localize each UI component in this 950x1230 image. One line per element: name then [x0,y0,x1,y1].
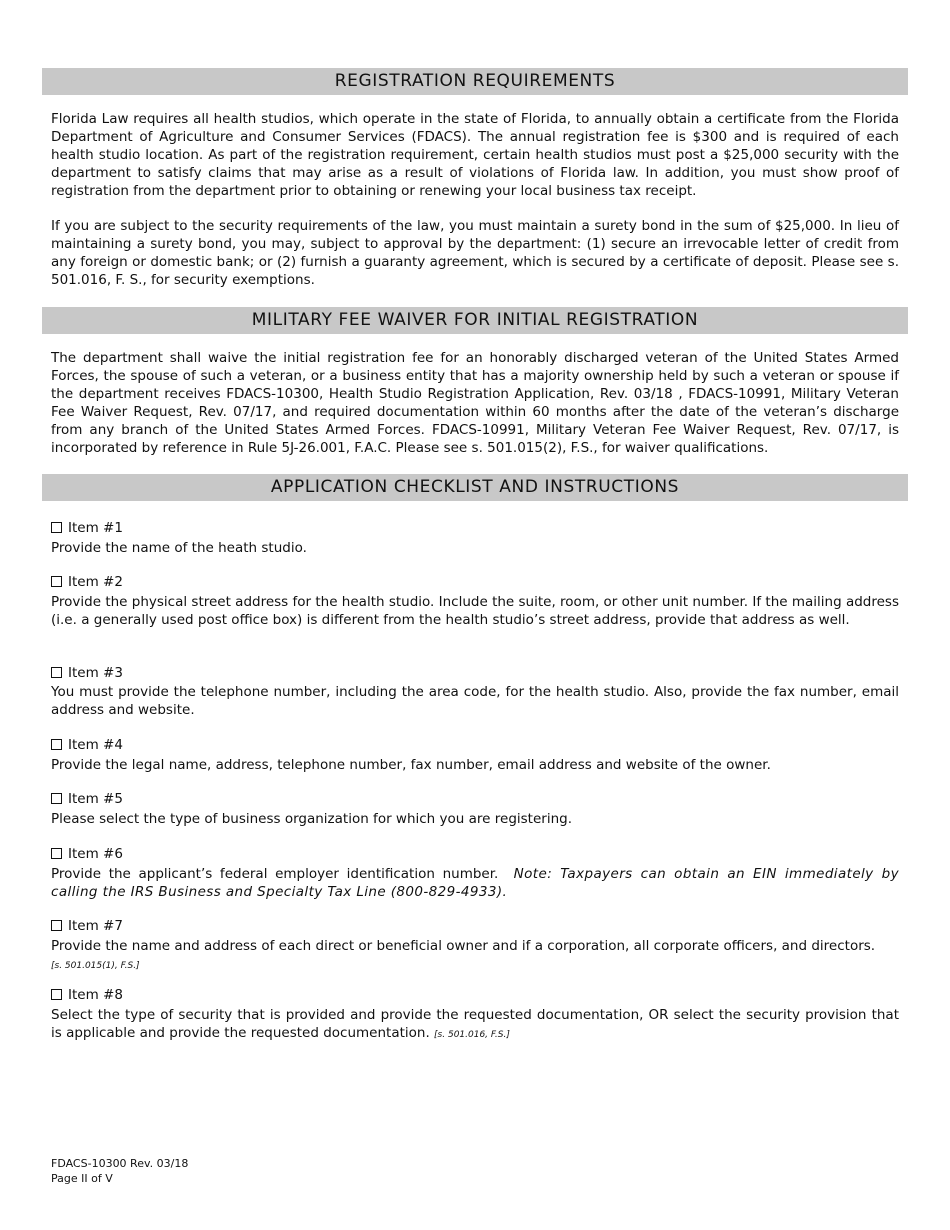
item-7-text [51,937,899,975]
item-4-text: Provide the legal name, address, telephone number, fax number, email address and website of the owner. [51,757,771,773]
footer-page-number: Page II of V [51,1172,113,1185]
item-6-main: Provide the applicant’s federal employer identification number. [51,866,499,882]
item-8-main: Select the type of security that is provided and provide the requested documentation, OR select the security provision that is applicable and provide the requested documentation. [51,1007,899,1041]
checkbox-icon[interactable] [51,522,62,533]
checkbox-icon[interactable] [51,989,62,1000]
item-label: Item #3 [68,665,123,681]
item-1-text: Provide the name of the heath studio. [51,540,307,556]
checkbox-icon[interactable] [51,848,62,859]
item-label: Item #1 [68,520,123,536]
item-7-main: Provide the name and address of each direct or beneficial owner and if a corporation, all corporate officers, and directors. [51,938,876,954]
registration-paragraph-1: Florida Law requires all health studios, which operate in the state of Florida, to annually obtain a certificate from the Florida Department of Agriculture and Consumer Services (FDACS). The annual registration fee is $300 and is required of each health studio location. As part of the registration requirement, certain health studios must post a $25,000 security with the department to satisfy claims that may arise as a result of violations of Florida law. In addition, you must show proof of registration from the department prior to obtaining or renewing your local business tax receipt. [51,111,899,199]
item-5-text: Please select the type of business organization for which you are registering. [51,811,572,827]
item-label: Item #7 [68,918,123,934]
section-header-checklist: APPLICATION CHECKLIST AND INSTRUCTIONS [42,474,908,501]
footer-form-id: FDACS-10300 Rev. 03/18 [51,1157,189,1170]
item-6-text [51,865,899,901]
checklist-item-7-header [51,917,123,935]
item-label: Item #2 [68,574,123,590]
section-header-military: MILITARY FEE WAIVER FOR INITIAL REGISTRATION [42,307,908,334]
item-8-text [51,1006,899,1044]
item-label: Item #8 [68,987,123,1003]
checklist-item-4-header [51,736,123,754]
item-3-text: You must provide the telephone number, including the area code, for the health studio. Also, provide the fax number, email address and website. [51,684,899,718]
checklist-item-1-header [51,519,123,537]
checklist-item-2-header [51,573,123,591]
checkbox-icon[interactable] [51,793,62,804]
item-2-text: Provide the physical street address for the health studio. Include the suite, room, or other unit number. If the mailing address (i.e. a generally used post office box) is different from the health studio’s street address, provide that address as well. [51,594,899,628]
checkbox-icon[interactable] [51,576,62,587]
item-label: Item #5 [68,791,123,807]
checklist-item-5-header [51,790,123,808]
military-paragraph: The department shall waive the initial registration fee for an honorably discharged veteran of the United States Armed Forces, the spouse of such a veteran, or a business entity that has a majority ownership held by such a veteran or spouse if the department receives FDACS-10300, Health Studio Registration Application, Rev. 03/18 , FDACS-10991, Military Veteran Fee Waiver Request, Rev. 07/17, and required documentation within 60 months after the date of the veteran’s discharge from any branch of the United States Armed Forces. FDACS-10991, Military Veteran Fee Waiver Request, Rev. 07/17, is incorporated by reference in Rule 5J-26.001, F.A.C. Please see s. 501.015(2), F.S., for waiver qualifications. [51,350,899,456]
registration-paragraph-2: If you are subject to the security requirements of the law, you must maintain a surety bond in the sum of $25,000. In lieu of maintaining a surety bond, you may, subject to approval by the department: (1) secure an irrevocable letter of credit from any foreign or domestic bank; or (2) furnish a guaranty agreement, which is secured by a certificate of deposit. Please see s. 501.016, F. S., for security exemptions. [51,218,899,288]
checklist-item-8-header [51,986,123,1004]
statute-citation: [s. 501.015(1), F.S.] [51,961,140,971]
ein-note: Note: Taxpayers can obtain an EIN immediately by calling the IRS Business and Specialty Tax Line (800-829-4933). [51,866,899,900]
checkbox-icon[interactable] [51,667,62,678]
item-label: Item #4 [68,737,123,753]
checklist-item-6-header [51,845,123,863]
section-header-registration: REGISTRATION REQUIREMENTS [42,68,908,95]
item-label: Item #6 [68,846,123,862]
checkbox-icon[interactable] [51,739,62,750]
statute-citation: [s. 501.016, F.S.] [434,1030,510,1040]
checklist-item-3-header [51,664,123,682]
checkbox-icon[interactable] [51,920,62,931]
